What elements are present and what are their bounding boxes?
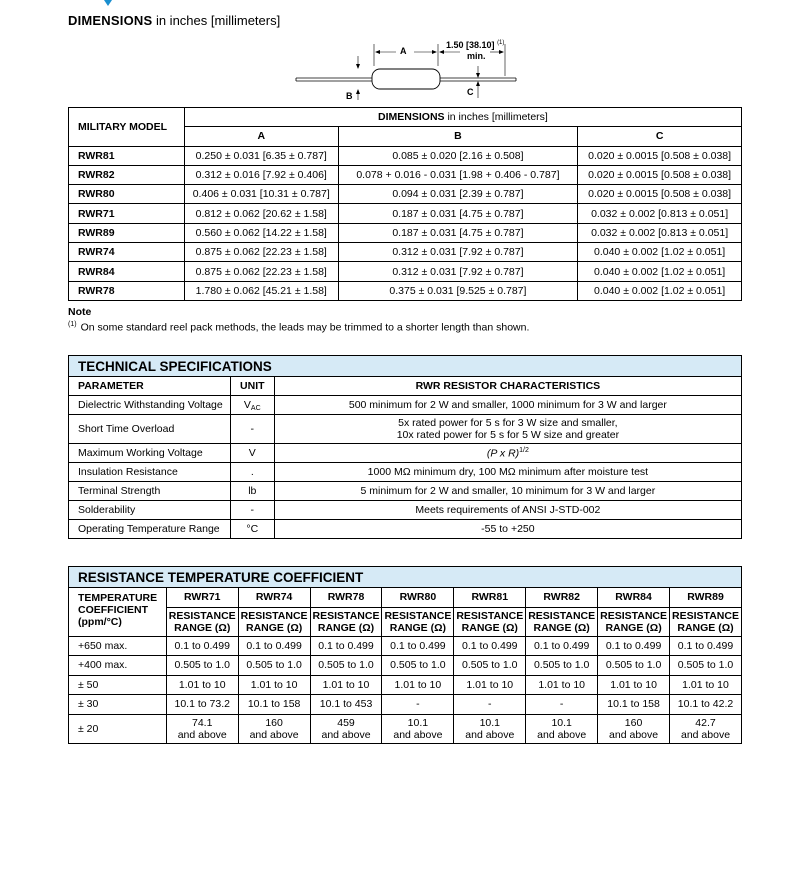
characteristic-text: 5x rated power for 5 s for 3 W size and smaller, [398,417,618,429]
dim-b-cell: 0.187 ± 0.031 [4.75 ± 0.787] [338,223,578,242]
table-row [69,695,742,715]
col-header-c: C [578,127,742,146]
range-suffix: and above [609,728,659,741]
dim-c-cell: 0.020 ± 0.0015 [0.508 ± 0.038] [578,165,742,184]
range-cell: 0.505 to 1.0 [382,656,454,676]
characteristic-cell [274,482,741,501]
range-label-line1: RESISTANCE [456,609,524,622]
table-row [69,636,742,656]
dim-a-cell: 0.875 ± 0.062 [22.23 ± 1.58] [184,243,338,262]
table-row [69,714,742,743]
range-cell: 0.1 to 0.499 [670,636,742,656]
range-label-line2: RANGE (Ω) [245,621,303,634]
header-accent-mark [104,0,112,6]
range-suffix: and above [393,728,443,741]
col-header-resistance-range [670,607,742,636]
unit-cell [230,463,274,482]
table-row [69,656,742,676]
range-suffix: and above [321,728,371,741]
characteristic-text: 5 minimum for 2 W and smaller, 10 minimum for 3 W and larger [360,485,656,497]
range-cell: 1.01 to 10 [454,675,526,695]
dim-b-cell: 0.085 ± 0.020 [2.16 ± 0.508] [338,146,578,165]
table-row [69,520,742,539]
unit-text: °C [246,523,259,535]
unit-cell [230,520,274,539]
tc-cell: ± 20 [69,714,167,743]
unit-text: . [250,466,254,478]
range-cell [166,714,238,743]
dim-c-cell: 0.040 ± 0.002 [1.02 ± 0.051] [578,281,742,300]
range-suffix: and above [177,728,227,741]
unit-cell [230,482,274,501]
dimensions-heading: DIMENSIONS in inches [millimeters] [68,13,281,28]
characteristic-cell [274,444,741,463]
col-header-model: RWR81 [454,588,526,608]
range-cell: 0.1 to 0.499 [238,636,310,656]
dim-a-cell: 0.250 ± 0.031 [6.35 ± 0.787] [184,146,338,165]
col-header-model: RWR74 [238,588,310,608]
dimensions-group-header: DIMENSIONS in inches [millimeters] [184,108,741,127]
col-header-resistance-range [238,607,310,636]
dim-a-cell: 1.780 ± 0.062 [45.21 ± 1.58] [184,281,338,300]
col-header-model: RWR78 [310,588,382,608]
table-row [69,396,742,415]
range-cell [310,714,382,743]
range-cell: 0.1 to 0.499 [310,636,382,656]
col-header-model: RWR82 [526,588,598,608]
model-cell: RWR89 [69,223,185,242]
col-header-model: RWR80 [382,588,454,608]
characteristic-cell [274,415,741,444]
parameter-cell: Maximum Working Voltage [69,444,231,463]
range-value: 10.1 [407,716,429,729]
col-header-characteristics: RWR RESISTOR CHARACTERISTICS [274,377,741,396]
range-value: 160 [624,716,643,729]
parameter-cell: Short Time Overload [69,415,231,444]
dim-label-c: C [467,87,474,97]
dim-a-cell: 0.560 ± 0.062 [14.22 ± 1.58] [184,223,338,242]
dim-a-cell: 0.875 ± 0.062 [22.23 ± 1.58] [184,262,338,281]
col-header-military-model: MILITARY MODEL [69,108,185,147]
characteristic-text: -55 to +250 [481,523,535,535]
col-header-model: RWR71 [166,588,238,608]
range-label-line1: RESISTANCE [168,609,236,622]
range-label-line1: RESISTANCE [672,609,739,622]
range-label-line1: RESISTANCE [240,609,308,622]
range-cell: 10.1 to 42.2 [670,695,742,715]
range-cell: 0.1 to 0.499 [526,636,598,656]
range-suffix: and above [680,728,731,741]
range-cell: 1.01 to 10 [670,675,742,695]
range-cell: 0.505 to 1.0 [598,656,670,676]
model-cell: RWR81 [69,146,185,165]
range-cell: 10.1 to 453 [310,695,382,715]
tc-cell: ± 30 [69,695,167,715]
model-cell: RWR82 [69,165,185,184]
parameter-cell: Solderability [69,501,231,520]
col-header-model: RWR84 [598,588,670,608]
dimensions-table [68,107,742,301]
range-label-line1: RESISTANCE [600,609,668,622]
resistor-dimension-diagram [290,38,530,102]
range-cell: 1.01 to 10 [598,675,670,695]
unit-text: - [250,504,255,516]
range-cell: 0.1 to 0.499 [454,636,526,656]
table-row [69,482,742,501]
model-cell: RWR74 [69,243,185,262]
range-label-line2: RANGE (Ω) [317,621,375,634]
unit-text: V [248,447,256,459]
table-row [69,262,742,281]
note-title: Note [68,306,92,318]
table-row [69,223,742,242]
range-label-line2: RANGE (Ω) [174,621,231,634]
range-cell: 1.01 to 10 [382,675,454,695]
dim-a-cell: 0.312 ± 0.016 [7.92 ± 0.406] [184,165,338,184]
dim-c-cell: 0.020 ± 0.0015 [0.508 ± 0.038] [578,146,742,165]
col-header-resistance-range [166,607,238,636]
lead-min-label: min. [467,51,486,61]
table-row [69,243,742,262]
parameter-cell: Terminal Strength [69,482,231,501]
range-label-line2: RANGE (Ω) [389,621,447,634]
range-label-line2: RANGE (Ω) [677,621,734,634]
parameter-cell: Dielectric Withstanding Voltage [69,396,231,415]
dim-c-cell: 0.020 ± 0.0015 [0.508 ± 0.038] [578,185,742,204]
characteristic-cell [274,463,741,482]
characteristic-text: 1000 MΩ minimum dry, 100 MΩ minimum after moisture test [367,466,649,478]
range-cell: 0.505 to 1.0 [526,656,598,676]
range-label-line2: RANGE (Ω) [605,621,662,634]
col-header-resistance-range [598,607,670,636]
dim-a-cell: 0.406 ± 0.031 [10.31 ± 0.787] [184,185,338,204]
col-header-temperature-coefficient: TEMPERATURE COEFFICIENT (ppm/°C) [69,588,167,637]
range-cell: 0.1 to 0.499 [382,636,454,656]
range-suffix: and above [465,728,515,741]
dim-b-cell: 0.187 ± 0.031 [4.75 ± 0.787] [338,204,578,223]
range-label-line1: RESISTANCE [384,609,452,622]
col-header-resistance-range [526,607,598,636]
unit-cell [230,396,274,415]
dim-label-a: A [400,46,407,56]
range-value: 160 [265,716,283,729]
tc-cell: ± 50 [69,675,167,695]
tech-spec-title: TECHNICAL SPECIFICATIONS [69,356,742,377]
table-row [69,146,742,165]
range-label-line2: RANGE (Ω) [533,621,590,634]
dim-b-cell: 0.078 + 0.016 - 0.031 [1.98 + 0.406 - 0.787] [338,165,578,184]
range-label-line1: RESISTANCE [528,609,596,622]
range-cell [670,714,742,743]
characteristic-text: (P x R) [486,447,520,460]
dim-c-cell: 0.040 ± 0.002 [1.02 ± 0.051] [578,243,742,262]
range-cell: 1.01 to 10 [526,675,598,695]
range-cell: 0.505 to 1.0 [238,656,310,676]
resistance-temperature-coefficient-table [68,566,742,744]
dim-b-cell: 0.094 ± 0.031 [2.39 ± 0.787] [338,185,578,204]
model-cell: RWR80 [69,185,185,204]
lead-length-label: 1.50 [38.10] $^{(1)}$ [446,40,505,50]
table-row [69,463,742,482]
range-value: 74.1 [192,716,213,729]
range-cell: 0.505 to 1.0 [454,656,526,676]
dim-b-cell: 0.312 ± 0.031 [7.92 ± 0.787] [338,243,578,262]
range-cell: 10.1 to 158 [598,695,670,715]
parameter-cell: Insulation Resistance [69,463,231,482]
model-cell: RWR71 [69,204,185,223]
dim-b-cell: 0.375 ± 0.031 [9.525 ± 0.787] [338,281,578,300]
range-cell: 0.505 to 1.0 [310,656,382,676]
range-value: 10.1 [479,716,500,729]
dim-c-cell: 0.032 ± 0.002 [0.813 ± 0.051] [578,223,742,242]
characteristic-text-line2: 10x rated power for 5 s for 5 W size and greater [396,429,620,441]
col-header-model: RWR89 [670,588,742,608]
range-cell [238,714,310,743]
range-value: 42.7 [695,716,716,729]
range-cell [526,714,598,743]
table-row [69,444,742,463]
col-header-resistance-range [310,607,382,636]
characteristic-superscript: 1/2 [519,446,529,454]
range-cell: - [382,695,454,715]
range-cell: - [526,695,598,715]
range-cell: 1.01 to 10 [166,675,238,695]
range-cell: 1.01 to 10 [310,675,382,695]
unit-text: - [250,423,255,435]
dim-c-cell: 0.040 ± 0.002 [1.02 ± 0.051] [578,262,742,281]
characteristic-text: 500 minimum for 2 W and smaller, 1000 minimum for 3 W and larger [348,399,667,411]
range-cell: 0.1 to 0.499 [598,636,670,656]
col-header-resistance-range [454,607,526,636]
technical-specifications-table [68,355,742,539]
range-value: 10.1 [551,716,572,729]
characteristic-text: Meets requirements of ANSI J-STD-002 [415,504,601,516]
range-suffix: and above [537,728,587,741]
unit-subscript: AC [250,404,261,412]
tc-cell: +650 max. [69,636,167,656]
model-cell: RWR78 [69,281,185,300]
range-cell: 10.1 to 158 [238,695,310,715]
unit-text: V [243,398,251,411]
range-cell [598,714,670,743]
note-text: $^{(1)}$ On some standard reel pack methods, the leads may be trimmed to a shorter length than shown. [68,321,530,334]
range-label-line1: RESISTANCE [312,609,380,622]
dim-b-cell: 0.312 ± 0.031 [7.92 ± 0.787] [338,262,578,281]
range-cell: 10.1 to 73.2 [166,695,238,715]
range-cell: 0.505 to 1.0 [166,656,238,676]
unit-cell [230,501,274,520]
range-cell: 1.01 to 10 [238,675,310,695]
characteristic-cell [274,501,741,520]
range-cell: 0.505 to 1.0 [670,656,742,676]
range-cell: 0.1 to 0.499 [166,636,238,656]
col-header-resistance-range [382,607,454,636]
range-cell: - [454,695,526,715]
unit-cell [230,444,274,463]
parameter-cell: Operating Temperature Range [69,520,231,539]
col-header-b: B [338,127,578,146]
range-label-line2: RANGE (Ω) [461,621,518,634]
tc-cell: +400 max. [69,656,167,676]
model-cell: RWR84 [69,262,185,281]
unit-cell [230,415,274,444]
characteristic-cell [274,520,741,539]
range-value: 459 [337,716,355,729]
rtc-title: RESISTANCE TEMPERATURE COEFFICIENT [69,567,742,588]
dim-c-cell: 0.032 ± 0.002 [0.813 ± 0.051] [578,204,742,223]
col-header-parameter: PARAMETER [69,377,231,396]
table-row [69,185,742,204]
col-header-unit: UNIT [230,377,274,396]
dim-a-cell: 0.812 ± 0.062 [20.62 ± 1.58] [184,204,338,223]
range-cell [382,714,454,743]
table-row [69,204,742,223]
dim-label-b: B [346,91,353,101]
table-row [69,501,742,520]
col-header-a: A [184,127,338,146]
range-cell [454,714,526,743]
table-row [69,415,742,444]
table-row [69,281,742,300]
table-row [69,675,742,695]
table-row [69,165,742,184]
range-suffix: and above [249,728,299,741]
characteristic-cell [274,396,741,415]
unit-text: lb [248,485,257,497]
